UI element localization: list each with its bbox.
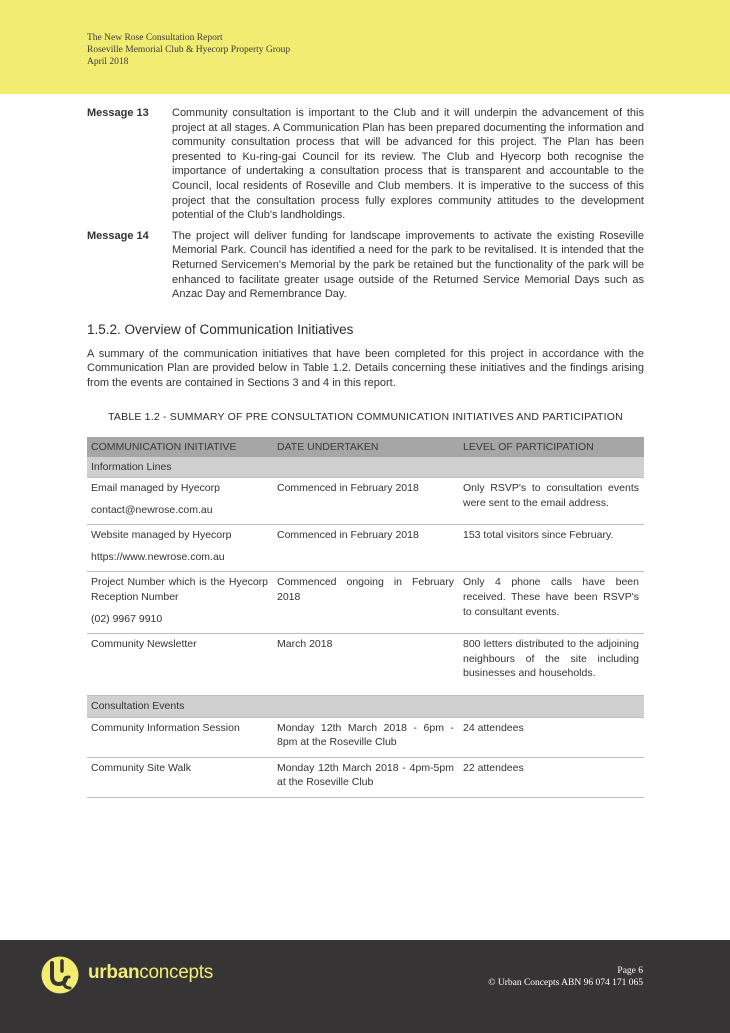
initiative-name: Project Number which is the Hyecorp Reception Number <box>91 576 268 604</box>
column-header: DATE UNDERTAKEN <box>273 437 459 457</box>
table-header-row <box>87 437 644 457</box>
table-cell: Community Information Session <box>87 717 273 757</box>
group-label: Information Lines <box>87 457 644 478</box>
message-label: Message 14 <box>87 229 149 242</box>
report-parties: Roseville Memorial Club & Hyecorp Property Group <box>87 45 291 55</box>
page-header <box>0 0 730 94</box>
table-cell: Commenced ongoing in February 2018 <box>273 572 459 634</box>
table-cell: March 2018 <box>273 634 459 696</box>
table-row <box>87 757 644 797</box>
table-cell <box>87 525 273 572</box>
page-number: Page 6 <box>617 966 643 976</box>
report-title: The New Rose Consultation Report <box>87 33 223 43</box>
initiative-contact: (02) 9967 9910 <box>91 612 163 625</box>
table-cell: Only 4 phone calls have been received. These have been RSVP's to consultant events. <box>459 572 644 634</box>
copyright: © Urban Concepts ABN 96 074 171 065 <box>488 978 643 988</box>
table-cell: Monday 12th March 2018 - 4pm-5pm at the Roseville Club <box>273 757 459 797</box>
message-text: The project will deliver funding for landscape improvements to activate the existing Roseville Memorial Park. Council has identified a need for the park to be revitalised. It is intended that the Returned Servicemen's Memorial by the park be retained but the functionality of the park will be enhanced to facilitate greater usage outside of the Returned Service Memorial Days such as Anzac Day and Remembrance Day. <box>172 229 644 301</box>
table-cell: 800 letters distributed to the adjoining neighbours of the site including businesses and households. <box>459 634 644 696</box>
table-cell: Commenced in February 2018 <box>273 525 459 572</box>
group-label: Consultation Events <box>87 696 644 718</box>
initiative-contact: contact@newrose.com.au <box>91 503 213 516</box>
table-cell <box>87 478 273 525</box>
table-cell: Only RSVP's to consultation events were sent to the email address. <box>459 478 644 525</box>
table-row <box>87 717 644 757</box>
table-cell: Community Site Walk <box>87 757 273 797</box>
table-group-row <box>87 696 644 718</box>
message-text: Community consultation is important to the Club and it will underpin the advancement of this project at all stages. A Communication Plan has been prepared documenting the information and community consultation process that will be advanced for this project. The Plan has been presented to Ku-ring-gai Council for its review. The Club and Hyecorp both recognise the importance of undertaking a consultation process that is transparent and accountable to the Council, local residents of Roseville and Club members. It is imperative to the success of this project that the consultation process fully explores community attitudes to the development potential of the Club's landholdings. <box>172 107 644 222</box>
message-14 <box>87 229 644 302</box>
urban-concepts-logo-icon <box>40 955 80 1000</box>
table-cell <box>87 572 273 634</box>
section-paragraph: A summary of the communication initiatives that have been completed for this project in accordance with the Communication Plan are provided below in Table 1.2. Details concerning these initiatives and the findings arising from the events are contained in Sections 3 and 4 in this report. <box>87 347 644 389</box>
table-title: TABLE 1.2 - SUMMARY OF PRE CONSULTATION COMMUNICATION INITIATIVES AND PARTICIPATION <box>108 410 623 423</box>
report-date: April 2018 <box>87 57 129 67</box>
table-group-row <box>87 457 644 478</box>
table-cell: 24 attendees <box>459 717 644 757</box>
logo-wordmark-light: concepts <box>139 962 213 983</box>
section-title: 1.5.2. Overview of Communication Initiatives <box>87 321 354 337</box>
column-header: LEVEL OF PARTICIPATION <box>459 437 644 457</box>
message-label: Message 13 <box>87 107 149 119</box>
table-row <box>87 478 644 525</box>
initiative-name: Website managed by Hyecorp <box>91 529 232 542</box>
table-cell: Community Newsletter <box>87 634 273 696</box>
table-cell: Monday 12th March 2018 - 6pm - 8pm at the Roseville Club <box>273 717 459 757</box>
logo-wordmark-bold: urban <box>88 962 140 983</box>
footer-info <box>488 965 643 989</box>
table-row <box>87 525 644 572</box>
message-13 <box>87 106 644 223</box>
table-row <box>87 572 644 634</box>
table-cell: 22 attendees <box>459 757 644 797</box>
initiative-name: Email managed by Hyecorp <box>91 482 220 495</box>
initiative-contact: https://www.newrose.com.au <box>91 550 225 563</box>
page-content <box>87 106 644 798</box>
table-row <box>87 634 644 696</box>
communication-table <box>87 437 644 799</box>
logo-wordmark <box>88 962 213 984</box>
table-cell: Commenced in February 2018 <box>273 478 459 525</box>
column-header: COMMUNICATION INITIATIVE <box>87 437 273 457</box>
table-cell: 153 total visitors since February. <box>459 525 644 572</box>
header-text <box>87 32 290 68</box>
